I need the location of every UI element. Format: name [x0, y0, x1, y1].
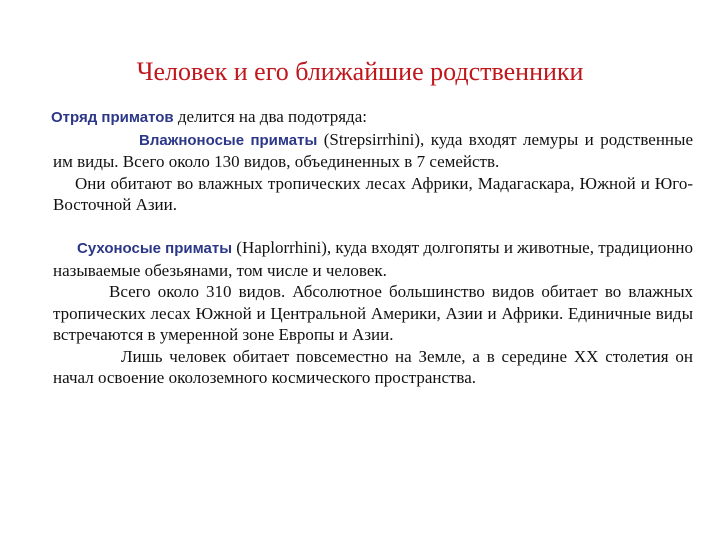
paragraph-haplorrhini [53, 237, 693, 281]
term-strepsirrhini: Влажноносые приматы [139, 131, 318, 149]
slide-body [53, 106, 693, 389]
paragraph-strepsirrhini-habitat [53, 173, 693, 216]
paragraph-text: Они обитают во влажных тропических лесах Африки, Мадагаскара, Южной и Юго-Восточной Азии. [53, 173, 693, 214]
paragraph-strepsirrhini [53, 129, 693, 173]
paragraph-text: (Strepsirrhini), куда входят лемуры и родственные им виды. Всего около 130 видов, объединенных в 7 семейств. [53, 129, 693, 171]
paragraph-text: Всего около 310 видов. Абсолютное большинство видов обитает во влажных тропических лесах Южной и Центральной Америки, Азии и Африки. Единичные виды встречаются в умеренной зоне Европы и Азии. [53, 282, 693, 344]
term-primate-order: Отряд приматов [51, 109, 174, 126]
paragraph-human [53, 346, 693, 389]
paragraph-text: (Haplorrhini), куда входят долгопяты и животные, традиционно называемые обезьянами, том числе и человек. [53, 238, 694, 280]
paragraph-primate-order [53, 106, 693, 129]
paragraph-text: делится на два подотряда: [173, 107, 367, 126]
slide-title: Человек и его ближайшие родственники [136, 57, 584, 86]
paragraph-haplorrhini-habitat [53, 281, 693, 346]
paragraph-text: Лишь человек обитает повсеместно на Земле, а в середине XX столетия он начал освоение околоземного космического пространства. [53, 346, 693, 387]
term-haplorrhini: Сухоносые приматы [77, 240, 233, 257]
